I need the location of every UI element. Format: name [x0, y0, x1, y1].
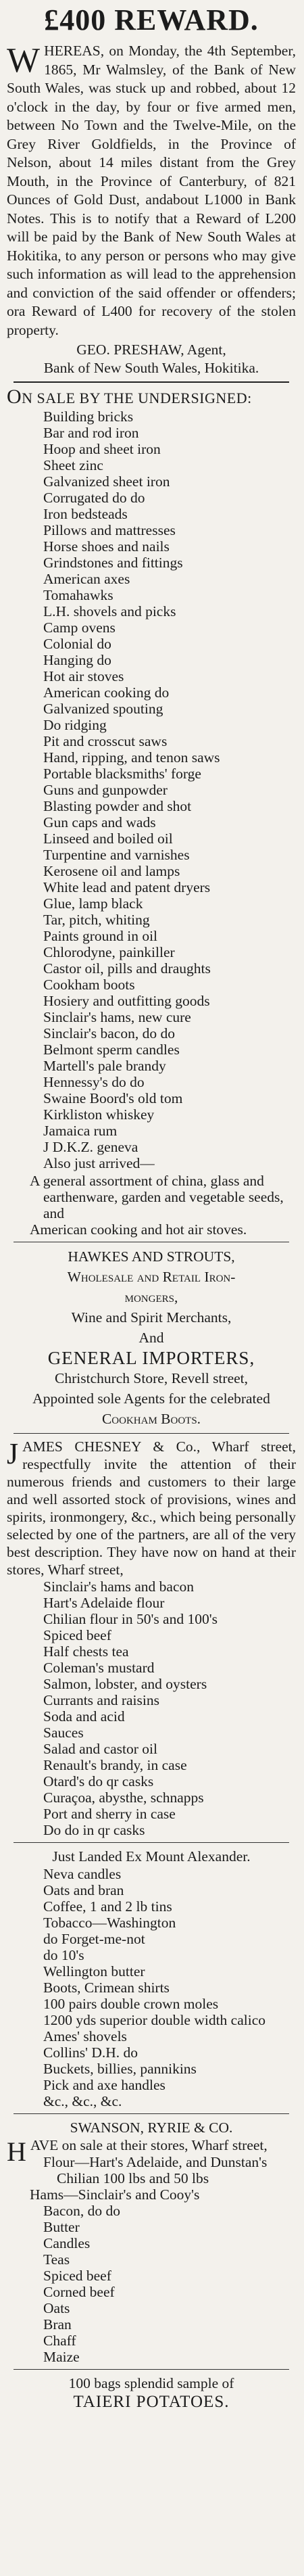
chesney-item: Soda and acid — [43, 1708, 125, 1725]
sale-item: Hanging do — [43, 652, 111, 668]
sale-item: Tomahawks — [43, 587, 113, 603]
swanson-hams: Hams—Sinclair's and Cooy's — [30, 2186, 200, 2203]
on-sale-heading — [7, 387, 296, 408]
chesney-item: Renault's brandy, in case — [43, 1757, 187, 1773]
sale-item: Hosiery and outfitting goods — [43, 993, 210, 1009]
sale-item: Martell's pale brandy — [43, 1058, 166, 1074]
sale-item: Do ridging — [43, 717, 107, 733]
sale-item: Chlorodyne, painkiller — [43, 944, 175, 960]
chesney-item: Salmon, lobster, and oysters — [43, 1676, 207, 1692]
swanson-advertisement — [7, 2118, 296, 2365]
hawkes-line8: Cookham Boots. — [101, 1411, 201, 1427]
chesney-item: Sinclair's hams and bacon — [43, 1578, 194, 1595]
sale-item: Guns and gunpowder — [43, 782, 168, 798]
landed-item: Wellington butter — [43, 1963, 145, 1980]
sale-item: Linseed and boiled oil — [43, 830, 173, 847]
divider — [14, 1842, 289, 1843]
landed-item: 1200 yds superior double width calico — [43, 2012, 266, 2028]
sale-item: Colonial do — [43, 636, 111, 652]
potatoes-line1: 100 bags splendid sample of — [68, 2375, 234, 2391]
sale-item: Sinclair's hams, new cure — [43, 1009, 191, 1025]
potatoes-advertisement — [7, 2374, 296, 2412]
landed-item: Ames' shovels — [43, 2028, 127, 2044]
chesney-item-list — [7, 1578, 296, 1838]
sale-item: Cookham boots — [43, 977, 135, 993]
reward-signature-bank: Bank of New South Wales, Hokitika. — [43, 360, 259, 376]
reward-body-text: HEREAS, on Monday, the 4th September, 1865, Mr Walmsley, of the Bank of New South Wales, was stuck up and robbed, about 12 o'clock in the day, by four or five armed men, between No Town and the Twelve-Mile, on the Grey River Goldfields, in the Province of Nelson, about 14 miles distant from the Grey Mouth, in the Province of Canterbury, of 821 Ounces of Gold Dust, andabout L1000 in Bank Notes. This is to notify that a Reward of L200 will be paid by the Bank of New South Wales at Hokitika, to any person or persons who may give such information as will lead to the apprehension and conviction of the said offender or offenders; ora Reward of L400 for recovery of the stolen property. — [7, 43, 296, 338]
sale-item: Portable blacksmiths' forge — [43, 766, 201, 782]
swanson-item-list — [7, 2203, 296, 2365]
sale-item: Swaine Boord's old tom — [43, 1090, 183, 1106]
sale-item: Castor oil, pills and draughts — [43, 960, 211, 977]
landed-item: Coffee, 1 and 2 lb tins — [43, 1898, 172, 1915]
swanson-item: Butter — [43, 2219, 80, 2235]
sale-item: Galvanized spouting — [43, 701, 163, 717]
on-sale-dropcap: O — [7, 385, 22, 408]
swanson-body-text: AVE on sale at their stores, Wharf street, — [30, 2137, 268, 2153]
reward-advertisement — [7, 5, 296, 377]
sale-item: Glue, lamp black — [43, 895, 143, 912]
chesney-item: Otard's do qr casks — [43, 1773, 154, 1789]
divider — [14, 381, 289, 383]
landed-item: &c., &c., &c. — [43, 2093, 122, 2109]
chesney-body-text: AMES CHESNEY & Co., Wharf street, respectfully invite the attention of their numerous friends and customers to their large and well assorted stock of provisions, wines and spirits, ironmongery, &c., which being personally selected by one of the partners, are all of the very best description. They have now on hand at their stores, Wharf street, — [7, 1438, 296, 1578]
swanson-flour: Flour—Hart's Adelaide, and Dunstan's Chilian 100 lbs and 50 lbs — [43, 2154, 268, 2186]
sale-item: Sinclair's bacon, do do — [43, 1025, 175, 1041]
swanson-body — [7, 2136, 296, 2167]
reward-body — [7, 42, 296, 339]
on-sale-item-list — [7, 408, 296, 1171]
chesney-item: Spiced beef — [43, 1627, 111, 1643]
chesney-item: Coleman's mustard — [43, 1660, 155, 1676]
swanson-item: Corned beef — [43, 2284, 115, 2300]
sale-item: Sheet zinc — [43, 457, 103, 473]
landed-item: Collins' D.H. do — [43, 2044, 138, 2061]
sale-item: L.H. shovels and picks — [43, 603, 176, 619]
landed-item: Neva candles — [43, 1866, 122, 1882]
on-sale-advertisement — [7, 387, 296, 1238]
sale-item: Kerosene oil and lamps — [43, 863, 180, 879]
reward-dropcap: W — [7, 41, 41, 80]
swanson-name: SWANSON, RYRIE & CO. — [70, 2120, 233, 2136]
landed-item: Tobacco—Washington — [43, 1915, 176, 1931]
sale-item: Gun caps and wads — [43, 814, 156, 830]
sale-item: Horse shoes and nails — [43, 538, 170, 555]
landed-item: 100 pairs double crown moles — [43, 1996, 219, 2012]
on-sale-heading-text: N SALE BY THE UNDERSIGNED: — [22, 390, 252, 406]
potatoes-line2: TAIERI POTATOES. — [73, 2393, 230, 2411]
landed-item: Boots, Crimean shirts — [43, 1980, 170, 1996]
sale-item: White lead and patent dryers — [43, 879, 211, 895]
sale-item: Belmont sperm candles — [43, 1041, 180, 1058]
newspaper-column — [0, 5, 304, 2576]
landed-item-list — [7, 1866, 296, 2109]
chesney-item: Chilian flour in 50's and 100's — [43, 1611, 218, 1627]
sale-item: Hoop and sheet iron — [43, 441, 161, 457]
sale-item: Tar, pitch, whiting — [43, 912, 150, 928]
sale-item: Also just arrived— — [43, 1155, 155, 1171]
sale-item: Camp ovens — [43, 619, 116, 636]
on-sale-extra-assortment: A general assortment of china, glass and earthenware, garden and vegetable seeds, and — [30, 1173, 284, 1221]
sale-item: Grindstones and fittings — [43, 555, 183, 571]
sale-item: Bar and rod iron — [43, 425, 139, 441]
sale-item: Iron bedsteads — [43, 506, 128, 522]
hawkes-line1: Wholesale and Retail Iron- — [67, 1269, 236, 1285]
divider — [14, 2113, 289, 2114]
sale-item: Pillows and mattresses — [43, 522, 176, 538]
hawkes-strouts-advertisement — [7, 1246, 296, 1429]
landed-item: do Forget-me-not — [43, 1931, 145, 1947]
chesney-item: Half chests tea — [43, 1643, 129, 1660]
sale-item: J D.K.Z. geneva — [43, 1139, 138, 1155]
chesney-item: Port and sherry in case — [43, 1806, 176, 1822]
chesney-item: Do do in qr casks — [43, 1822, 145, 1838]
sale-item: Kirkliston whiskey — [43, 1106, 155, 1123]
swanson-item: Bacon, do do — [43, 2203, 121, 2219]
chesney-item: Sauces — [43, 1725, 84, 1741]
swanson-item: Teas — [43, 2251, 70, 2268]
sale-item: Galvanized sheet iron — [43, 473, 170, 490]
sale-item: Paints ground in oil — [43, 928, 158, 944]
hawkes-line6: Christchurch Store, Revell street, — [55, 1370, 248, 1386]
chesney-item: Salad and castor oil — [43, 1741, 157, 1757]
chesney-item: Curaçoa, abysthe, schnapps — [43, 1789, 204, 1806]
landed-advertisement — [7, 1847, 296, 2109]
landed-item: Buckets, billies, pannikins — [43, 2061, 197, 2077]
divider — [14, 2369, 289, 2370]
hawkes-line5: GENERAL IMPORTERS, — [47, 1348, 255, 1368]
landed-item: Pick and axe handles — [43, 2077, 166, 2093]
landed-title: Just Landed Ex Mount Alexander. — [52, 1848, 251, 1865]
sale-item: Hand, ripping, and tenon saws — [43, 749, 220, 766]
sale-item: American axes — [43, 571, 130, 587]
swanson-item: Chaff — [43, 2333, 76, 2349]
reward-title: £400 REWARD. — [44, 3, 259, 37]
sale-item: Hot air stoves — [43, 668, 124, 684]
chesney-advertisement — [7, 1438, 296, 1838]
chesney-body — [7, 1438, 296, 1578]
chesney-dropcap: J — [7, 1437, 19, 1470]
hawkes-line4: And — [138, 1330, 164, 1346]
swanson-item: Candles — [43, 2235, 91, 2251]
swanson-item: Oats — [43, 2300, 70, 2316]
hawkes-name: HAWKES AND STROUTS, — [68, 1248, 235, 1265]
sale-item: Corrugated do do — [43, 490, 145, 506]
hawkes-line2: mongers, — [124, 1289, 178, 1305]
sale-item: Building bricks — [43, 408, 134, 425]
swanson-item: Spiced beef — [43, 2268, 111, 2284]
on-sale-extra-stoves: American cooking and hot air stoves. — [30, 1221, 247, 1238]
hawkes-line3: Wine and Spirit Merchants, — [71, 1309, 232, 1326]
chesney-item: Hart's Adelaide flour — [43, 1595, 165, 1611]
landed-item: Oats and bran — [43, 1882, 124, 1898]
sale-item: American cooking do — [43, 684, 170, 701]
sale-item: Turpentine and varnishes — [43, 847, 190, 863]
hawkes-line7: Appointed sole Agents for the celebrated — [32, 1390, 270, 1407]
sale-item: Hennessy's do do — [43, 1074, 145, 1090]
swanson-item: Bran — [43, 2316, 72, 2333]
swanson-dropcap: H — [7, 2136, 26, 2167]
sale-item: Blasting powder and shot — [43, 798, 192, 814]
divider — [14, 1433, 289, 1434]
swanson-item: Maize — [43, 2349, 80, 2365]
reward-signature-name: GEO. PRESHAW, Agent, — [76, 342, 226, 358]
sale-item: Pit and crosscut saws — [43, 733, 168, 749]
chesney-item: Currants and raisins — [43, 1692, 159, 1708]
sale-item: Jamaica rum — [43, 1123, 118, 1139]
landed-item: do 10's — [43, 1947, 84, 1963]
